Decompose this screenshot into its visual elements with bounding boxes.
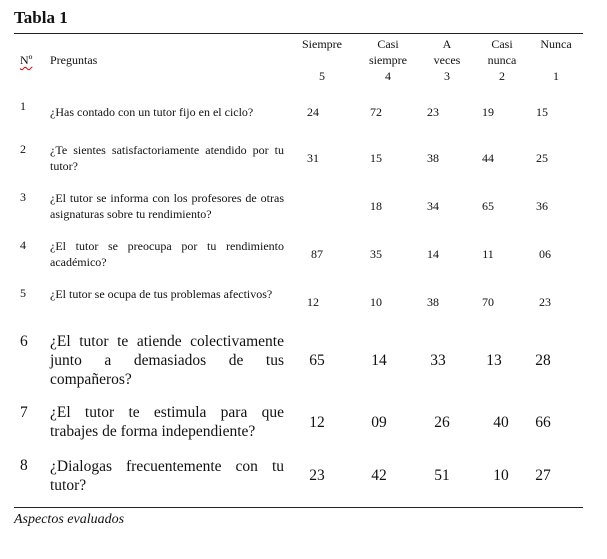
cell-nunca: 06 [539,247,551,261]
row-number: 5 [20,286,26,300]
cell-casi-nunca: 44 [482,151,494,165]
cell-casi-nunca: 13 [486,352,502,369]
cell-casi-nunca: 11 [482,247,494,261]
header-col-casi-siempre: Casi siempre 4 [369,37,407,83]
cell-casi-nunca: 65 [482,199,494,213]
row-question: ¿El tutor se ocupa de tus problemas afectivos? [50,287,273,301]
header-col-a-veces: A veces 3 [433,37,461,83]
row-number: 1 [20,99,26,113]
row-question: ¿Dialogas frecuentemente con tu tutor? [50,458,284,494]
row-number: 2 [20,142,26,156]
cell-casi-siempre: 10 [370,295,382,309]
header-col-casi-nunca: Casi nunca 2 [487,37,517,83]
top-rule [14,33,583,34]
cell-casi-siempre: 14 [371,352,387,369]
cell-nunca: 25 [536,151,548,165]
cell-casi-nunca: 70 [482,295,494,309]
cell-a-veces: 38 [427,151,439,165]
cell-nunca: 27 [535,467,551,484]
row-question: ¿El tutor te estimula para que trabajes de forma independiente? [50,404,284,440]
header-col-nunca: Nunca 1 [540,37,572,83]
cell-casi-siempre: 42 [371,467,387,484]
header-number: Nº [20,53,33,67]
header-col-siempre: Siempre 5 [302,37,342,83]
row-question: ¿El tutor se informa con los profesores de otras asignaturas sobre tu rendimiento? [50,191,284,221]
cell-a-veces: 38 [427,295,439,309]
row-number: 8 [20,457,28,474]
cell-siempre: 87 [311,247,323,261]
row-number: 7 [20,404,28,421]
row-number: 4 [20,238,26,252]
cell-casi-siempre: 09 [371,414,387,431]
cell-casi-siempre: 35 [370,247,382,261]
table-caption: Aspectos evaluados [14,512,125,527]
cell-siempre: 23 [309,467,325,484]
row-question: ¿Has contado con un tutor fijo en el ciclo? [50,105,254,119]
cell-nunca: 66 [535,414,551,431]
cell-siempre: 31 [307,151,319,165]
cell-casi-nunca: 10 [493,467,509,484]
cell-siempre: 12 [309,414,325,431]
header-questions: Preguntas [50,53,98,67]
row-question: ¿El tutor se preocupa por tu rendimiento académico? [50,239,284,269]
cell-casi-nunca: 40 [493,414,509,431]
cell-siempre: 24 [307,105,319,119]
row-number: 3 [20,190,26,204]
cell-casi-siempre: 72 [370,105,382,119]
cell-casi-siempre: 18 [370,199,382,213]
cell-nunca: 28 [535,352,551,369]
row-number: 6 [20,333,28,350]
cell-a-veces: 34 [427,199,439,213]
bottom-rule [14,507,583,508]
row-question: ¿El tutor te atiende colectivamente junto a demasiados de tus compañeros? [50,333,284,388]
row-question: ¿Te sientes satisfactoriamente atendido por tu tutor? [50,143,284,173]
cell-nunca: 36 [536,199,548,213]
cell-siempre: 65 [309,352,325,369]
cell-a-veces: 14 [427,247,439,261]
cell-a-veces: 26 [434,414,450,431]
cell-nunca: 15 [536,105,548,119]
cell-nunca: 23 [539,295,551,309]
cell-siempre: 12 [307,295,319,309]
cell-a-veces: 51 [434,467,450,484]
table-title: Tabla 1 [14,8,68,27]
cell-casi-siempre: 15 [370,151,382,165]
cell-casi-nunca: 19 [482,105,494,119]
cell-a-veces: 33 [430,352,446,369]
cell-a-veces: 23 [427,105,439,119]
